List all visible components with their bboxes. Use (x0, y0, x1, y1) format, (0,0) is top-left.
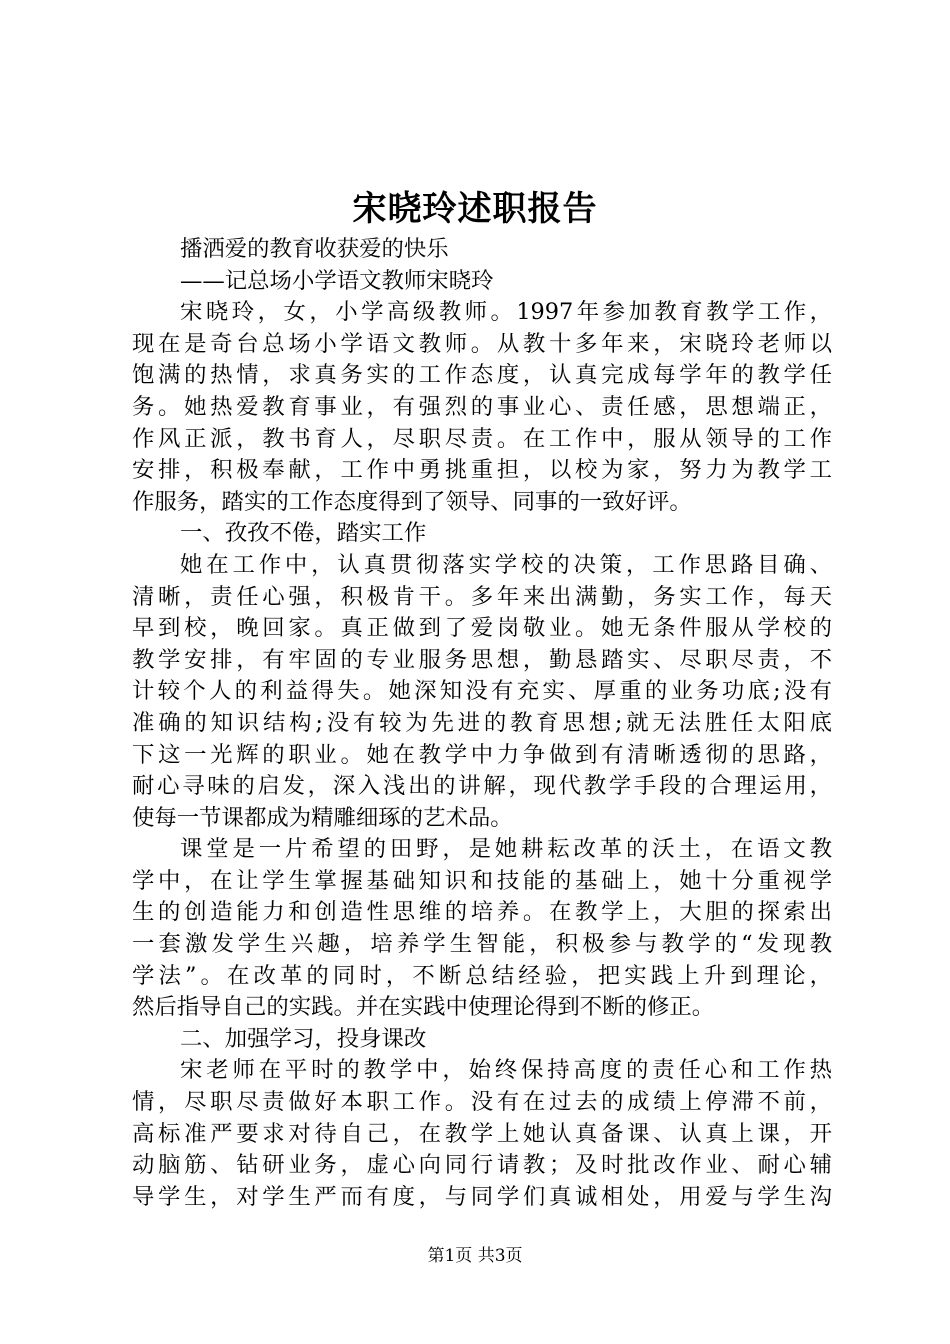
text-line: 宋老师在平时的教学中，始终保持高度的责任心和工作热 (180, 1057, 832, 1084)
text-line: 播洒爱的教育收获爱的快乐 (180, 236, 449, 262)
text-line: 早到校，晚回家。真正做到了爱岗敬业。她无条件服从学校的 (132, 615, 832, 642)
text-line: 现在是奇台总场小学语文教师。从教十多年来，宋晓玲老师以 (132, 330, 832, 357)
text-line: 她在工作中，认真贯彻落实学校的决策，工作思路目确、 (180, 551, 832, 578)
page-footer: 第1页 共3页 (427, 1246, 523, 1266)
text-line: 动脑筋、钻研业务，虚心向同行请教；及时批改作业、耐心辅 (132, 1152, 832, 1179)
text-line: ——记总场小学语文教师宋晓玲 (180, 267, 494, 294)
document-body (132, 234, 832, 1213)
text-line: 使每一节课都成为精雕细琢的艺术品。 (132, 804, 513, 831)
text-line: 课堂是一片希望的田野，是她耕耘改革的沃土，在语文教 (180, 836, 832, 863)
text-line: 下这一光辉的职业。她在教学中力争做到有清晰透彻的思路， (132, 741, 832, 768)
text-line: 情，尽职尽责做好本职工作。没有在过去的成绩上停滞不前， (132, 1089, 832, 1116)
text-line: 计较个人的利益得失。她深知没有充实、厚重的业务功底;没有 (132, 678, 832, 705)
document-title: 宋晓玲述职报告 (352, 189, 598, 229)
text-line: 饱满的热情，求真务实的工作态度，认真完成每学年的教学任 (132, 362, 832, 389)
text-line: 准确的知识结构;没有较为先进的教育思想;就无法胜任太阳底 (132, 709, 832, 736)
text-line: 作服务，踏实的工作态度得到了领导、同事的一致好评。 (132, 488, 692, 515)
text-line: 一套激发学生兴趣，培养学生智能，积极参与教学的“发现教 (132, 931, 832, 958)
text-line: 导学生，对学生严而有度，与同学们真诚相处，用爱与学生沟 (132, 1183, 832, 1210)
text-line: 宋晓玲，女，小学高级教师。1997年参加教育教学工作， (180, 299, 832, 326)
text-line: 生的创造能力和创造性思维的培养。在教学上，大胆的探索出 (132, 899, 832, 926)
text-line: 高标准严要求对待自己，在教学上她认真备课、认真上课，开 (132, 1120, 832, 1147)
text-line: 教学安排，有牢固的专业服务思想，勤恳踏实、尽职尽责，不 (132, 646, 832, 673)
text-line: 耐心寻味的启发，深入浅出的讲解，现代教学手段的合理运用， (132, 773, 832, 800)
text-line: 学中，在让学生掌握基础知识和技能的基础上，她十分重视学 (132, 867, 832, 894)
text-line: 作风正派，教书育人，尽职尽责。在工作中，服从领导的工作 (132, 425, 832, 452)
text-line: 学法”。在改革的同时，不断总结经验，把实践上升到理论， (132, 962, 832, 989)
text-line: 清晰，责任心强，积极肯干。多年来出满勤，务实工作，每天 (132, 583, 832, 610)
text-line: 安排，积极奉献，工作中勇挑重担，以校为家，努力为教学工 (132, 457, 832, 484)
text-line: 二、加强学习，投身课改 (180, 1025, 427, 1052)
text-line: 然后指导自己的实践。并在实践中使理论得到不断的修正。 (132, 994, 715, 1021)
text-line: 务。她热爱教育事业，有强烈的事业心、责任感，思想端正， (132, 393, 832, 420)
text-line: 一、孜孜不倦，踏实工作 (180, 520, 427, 547)
